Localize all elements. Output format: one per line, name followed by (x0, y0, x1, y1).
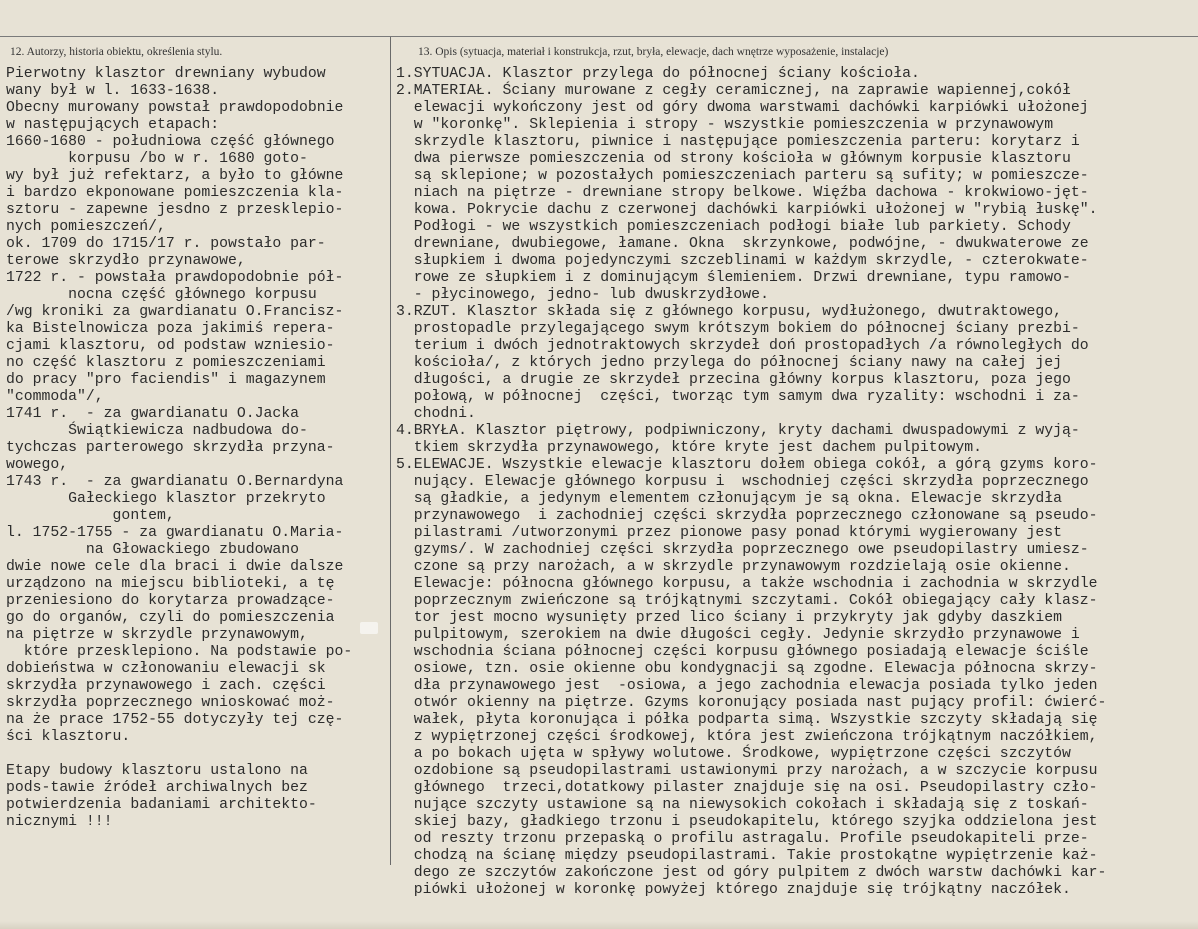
history-text-line: skrzydła poprzecznego wnioskować moż- (6, 695, 335, 711)
description-text-line: wschodnia ściana północnej części korpusu głównego posiadają elewacje ściśle (396, 644, 1089, 660)
history-text-line: sztoru - zapewne jesdno z przesklepio- (6, 202, 344, 218)
history-text-line: pods-tawie źródeł archiwalnych bez (6, 780, 308, 796)
description-text-line: prostopadle przylegającego swym krótszym bokiem do północnej ściany prezbi- (396, 321, 1080, 337)
history-text-line: ka Bistelnowicza poza jakimiś repera- (6, 321, 335, 337)
description-column (396, 66, 1192, 899)
description-text-line: 5.ELEWACJE. Wszystkie elewacje klasztoru dołem obiega cokół, a górą gzyms koro- (396, 457, 1098, 473)
history-text-line: i bardzo ekponowane pomieszczenia kla- (6, 185, 344, 201)
description-text-line: Podłogi - we wszystkich pomieszczeniach podłogi białe lub parkiety. Schody (396, 219, 1071, 235)
history-text-line: wany był w l. 1633-1638. (6, 83, 220, 99)
description-text-line: pilastrami /utworzonymi przez pionowe pasy ponad którymi wygierowany jest (396, 525, 1062, 541)
description-text-line: rowe ze słupkiem i z dominującym ślemieniem. Drzwi drewniane, typu ramowo- (396, 270, 1071, 286)
section-13-header: 13. Opis (sytuacja, materiał i konstrukcja, rzut, bryła, elewacje, dach wnętrze wyposażenie, instalacje) (418, 46, 889, 58)
history-text-line: nocna część głównego korpusu (6, 287, 317, 303)
description-text-line: wałek, płyta koronująca i półka podparta simą. Wszystkie szczyty składają się (396, 712, 1098, 728)
history-text-line: korpusu /bo w r. 1680 goto- (6, 151, 308, 167)
description-text-line: terium i dwóch jednotraktowych skrzydeł doń prostopadłych /a równoległych do (396, 338, 1089, 354)
description-text-line: 2.MATERIAŁ. Ściany murowane z cegły ceramicznej, na zaprawie wapiennej,cokół (396, 83, 1071, 99)
history-text-line: go do organów, czyli do pomieszczenia (6, 610, 335, 626)
history-text-line: które przesklepiono. Na podstawie po- (6, 644, 353, 660)
history-text-line: "commoda"/, (6, 389, 104, 405)
history-text-line: do pracy "pro faciendis" i magazynem (6, 372, 326, 388)
description-text-line: są gładkie, a jedynym elementem członującym je są okna. Elewacje skrzydła (396, 491, 1062, 507)
description-text-line: czone są przy narożach, a w skrzydle przynawowym rozdzielają osie okienne. (396, 559, 1071, 575)
history-text-line: Gałeckiego klasztor przekryto (6, 491, 326, 507)
history-text-line: urządzono na miejscu biblioteki, a tę (6, 576, 335, 592)
description-text-line: niach na piętrze - drewniane stropy belkowe. Więźba dachowa - krokwiowo-jęt- (396, 185, 1089, 201)
description-text-line: 1.SYTUACJA. Klasztor przylega do północnej ściany kościoła. (396, 66, 920, 82)
description-text-line: kościoła/, z których jedno przylega do północnej ściany nawy na całej jej (396, 355, 1062, 371)
description-text-line: od reszty trzonu przepaską o profilu astragalu. Profile pseudokapiteli prze- (396, 831, 1089, 847)
description-text-line: połową, w północnej części, tworząc tym samym dwa ryzality: wschodni i za- (396, 389, 1080, 405)
description-text-line: - płycinowego, jedno- lub dwuskrzydłowe. (396, 287, 769, 303)
history-text-line: Etapy budowy klasztoru ustalono na (6, 763, 308, 779)
description-text-line: poprzecznym zwieńczone są trójkątnymi szczytami. Cokół obiegający cały klasz- (396, 593, 1098, 609)
description-text-line: w "koronkę". Sklepienia i stropy - wszystkie pomieszczenia w przynawowym (396, 117, 1054, 133)
history-text-line: /wg kroniki za gwardianatu O.Francisz- (6, 304, 344, 320)
history-text-line: tychczas parterowego skrzydła przyna- (6, 440, 335, 456)
description-text-line: długości, a drugie ze skrzydeł przecina główny korpus klasztoru, poza jego (396, 372, 1071, 388)
description-text-line: ozdobione są pseudopilastrami ustawionymi przy narożach, a w szczycie korpusu (396, 763, 1098, 779)
description-text-line: dwa pierwsze pomieszczenia od strony kościoła w głównym korpusie klasztoru (396, 151, 1071, 167)
description-text-line: piówki ułożonej w koronkę powyżej którego znajduje się trójkątny naczółek. (396, 882, 1071, 898)
description-text-line: głównego trzeci,dotatkowy pilaster znajduje się na osi. Pseudopilastry czło- (396, 780, 1098, 796)
history-text-line: gontem, (6, 508, 175, 524)
history-text-line: wowego, (6, 457, 69, 473)
history-text-line: w następujących etapach: (6, 117, 220, 133)
history-text-line: terowe skrzydło przynawowe, (6, 253, 246, 269)
history-text-line: cjami klasztoru, od podstaw wzniesio- (6, 338, 335, 354)
description-text-line: drewniane, dwubiegowe, łamane. Okna skrzynkowe, podwójne, - dwukwaterowe ze (396, 236, 1089, 252)
history-text-line: nicznymi !!! (6, 814, 113, 830)
description-text-line: elewacji wykończony jest od góry dwoma warstwami dachówki karpiówki ułożonej (396, 100, 1089, 116)
history-text-line: na Głowackiego zbudowano (6, 542, 300, 558)
description-text-line: otwór okienny na piętrze. Gzyms koronujący posiada nast pujący profil: ćwierć- (396, 695, 1107, 711)
history-text-line: l. 1752-1755 - za gwardianatu O.Maria- (6, 525, 344, 541)
description-text-line: tor jest mocno wysunięty przed lico ściany i przykryty jak gdyby daszkiem (396, 610, 1062, 626)
history-text-line: Obecny murowany powstał prawdopodobnie (6, 100, 344, 116)
history-text-line: Świątkiewicza nadbudowa do- (6, 423, 308, 439)
description-text-line: skiej bazy, gładkiego trzonu i pseudokapitelu, którego szyjka oddzielona jest (396, 814, 1098, 830)
history-text-line: dobieństwa w członowaniu elewacji sk (6, 661, 326, 677)
column-divider (390, 37, 391, 865)
description-text-line: nujący. Elewacje głównego korpusu i wschodniej części skrzydła poprzecznego (396, 474, 1089, 490)
description-text-line: 4.BRYŁA. Klasztor piętrowy, podpiwniczony, kryty dachami dwuspadowymi z wyją- (396, 423, 1080, 439)
history-text-line (6, 746, 389, 763)
history-text-line: skrzydła przynawowego i zach. części (6, 678, 326, 694)
history-text-line: na że prace 1752-55 dotyczyły tej czę- (6, 712, 344, 728)
description-text-line: osiowe, tzn. osie okienne obu kondygnacji są zgodne. Elewacja północna skrzy- (396, 661, 1098, 677)
description-text-line: chodzą na ścianę między pseudopilastrami. Takie prostokątne wypiętrzenie każ- (396, 848, 1098, 864)
history-text-line: potwierdzenia badaniami architekto- (6, 797, 317, 813)
history-text-line: no część klasztoru z pomieszczeniami (6, 355, 326, 371)
description-text-line: pulpitowym, szerokiem na dwie długości cegły. Jedynie skrzydło przynawowe i (396, 627, 1080, 643)
history-text-line: ok. 1709 do 1715/17 r. powstało par- (6, 236, 326, 252)
history-text-line: 1660-1680 - południowa część głównego (6, 134, 335, 150)
description-text-line: skrzydle klasztoru, piwnice i następujące pomieszczenia parteru: korytarz i (396, 134, 1080, 150)
page-edge (0, 921, 1198, 929)
description-text-line: przynawowego i zachodniej części skrzydła poprzecznego członowane są pseudo- (396, 508, 1098, 524)
header-rule (0, 36, 1198, 37)
description-text-line: dego ze szczytów zakończone jest od góry pulpitem z dwóch warstw dachówki kar- (396, 865, 1107, 881)
description-text-line: gzyms/. W zachodniej części skrzydła poprzecznego owe pseudopilastry umiesz- (396, 542, 1089, 558)
history-text-line: Pierwotny klasztor drewniany wybudow (6, 66, 326, 82)
history-column (6, 66, 389, 831)
description-text-line: z wypiętrzonej części środkowej, która jest zwieńczona trójkątnym naczółkiem, (396, 729, 1098, 745)
description-text-line: tkiem skrzydła przynawowego, które kryte jest dachem pulpitowym. (396, 440, 983, 456)
description-text-line: nujące szczyty ustawione są na niewysokich cokołach i składają się z toskań- (396, 797, 1089, 813)
description-text-line: słupkiem i dwoma pojedynczymi szczeblinami w każdym skrzydle, - czterokwate- (396, 253, 1089, 269)
description-text-line: Elewacje: północna głównego korpusu, a także wschodnia i zachodnia w skrzydle (396, 576, 1098, 592)
history-text-line: wy był już refektarz, a było to główne (6, 168, 344, 184)
history-text-line: 1743 r. - za gwardianatu O.Bernardyna (6, 474, 344, 490)
description-text-line: a po bokach ujęta w spływy wolutowe. Środkowe, wypiętrzone części szczytów (396, 746, 1071, 762)
section-12-header: 12. Autorzy, historia obiektu, określenia stylu. (10, 46, 223, 58)
description-text-line: chodni. (396, 406, 476, 422)
history-text-line: dwie nowe cele dla braci i dwie dalsze (6, 559, 344, 575)
history-text-line: 1722 r. - powstała prawdopodobnie pół- (6, 270, 344, 286)
paper-patch (360, 622, 378, 634)
description-text-line: 3.RZUT. Klasztor składa się z głównego korpusu, wydłużonego, dwutraktowego, (396, 304, 1062, 320)
description-text-line: są sklepione; w pozostałych pomieszczeniach parteru są sufity; w pomieszcze- (396, 168, 1089, 184)
history-text-line: ści klasztoru. (6, 729, 131, 745)
description-text-line: kowa. Pokrycie dachu z czerwonej dachówki karpiówki ułożonej w "rybią łuskę". (396, 202, 1098, 218)
history-text-line: nych pomieszczeń/, (6, 219, 166, 235)
history-text-line: przeniesiono do korytarza prowadzące- (6, 593, 335, 609)
description-text-line: dła przynawowego jest -osiowa, a jego zachodnia elewacja posiada tylko jeden (396, 678, 1098, 694)
history-text-line: 1741 r. - za gwardianatu O.Jacka (6, 406, 300, 422)
history-text-line: na piętrze w skrzydle przynawowym, (6, 627, 308, 643)
